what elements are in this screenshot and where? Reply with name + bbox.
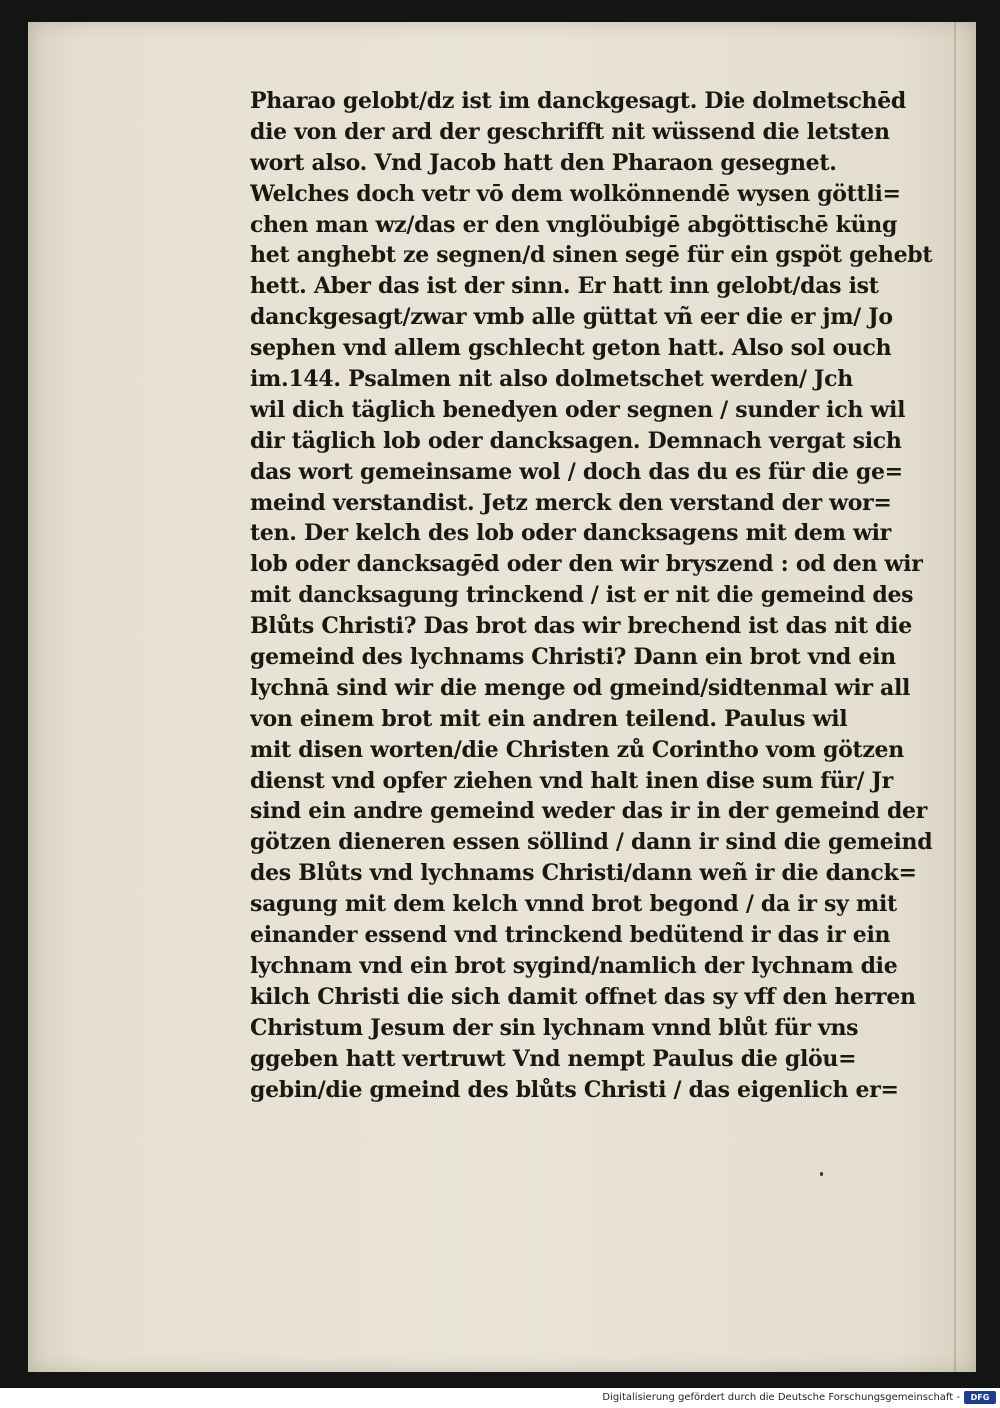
text-line-25: götzen dieneren essen söllind / dann ir sind die gemeind [250,829,933,856]
text-line-24: sind ein andre gemeind weder das ir in der gemeind der [250,798,928,825]
text-line-33: gebin/die gmeind des blůts Christi / das eigenlich er= [250,1076,899,1103]
text-line-23: dienst vnd opfer ziehen vnd halt inen dise sum für/ Jr [250,767,893,794]
text-line-16: lob oder dancksagēd oder den wir bryszend : od den wir [250,551,923,578]
text-line-15: ten. Der kelch des lob oder dancksagens mit dem wir [250,520,891,547]
ink-speck [820,1172,823,1176]
text-line-21: von einem brot mit ein andren teilend. Paulus wil [250,705,848,732]
text-line-28: einander essend vnd trinckend bedütend ir das ir ein [250,922,891,949]
text-line-5: chen man wz/das er den vnglöubigē abgöttischē küng [250,211,898,238]
text-line-8: danckgesagt/zwar vmb alle güttat vñ eer die er jm/ Jo [250,304,893,331]
text-line-7: hett. Aber das ist der sinn. Er hatt inn gelobt/das ist [250,273,879,300]
text-line-11: wil dich täglich benedyen oder segnen / sunder ich wil [250,396,906,423]
text-line-19: gemeind des lychnams Christi? Dann ein brot vnd ein [250,644,896,671]
dfg-logo: DFG [964,1391,996,1404]
book-page [28,22,976,1372]
text-line-31: Christum Jesum der sin lychnam vnnd blůt für vns [250,1014,859,1041]
text-line-22: mit disen worten/die Christen zů Corintho vom götzen [250,736,904,763]
text-line-32: ggeben hatt vertruwt Vnd nempt Paulus die glöu= [250,1045,857,1072]
text-line-2: die von der ard der geschrifft nit wüssend die letsten [250,118,890,145]
text-line-3: wort also. Vnd Jacob hatt den Pharaon gesegnet. [250,149,837,176]
text-line-17: mit dancksagung trinckend / ist er nit die gemeind des [250,582,914,609]
text-line-12: dir täglich lob oder dancksagen. Demnach vergat sich [250,427,902,454]
dfg-credit-text: Digitalisierung gefördert durch die Deutsche Forschungsgemeinschaft - [602,1392,960,1403]
text-line-18: Blůts Christi? Das brot das wir brechend ist das nit die [250,613,912,640]
text-line-9: sephen vnd allem gschlecht geton hatt. Also sol ouch [250,335,892,362]
text-line-1: Pharao gelobt/dz ist im danckgesagt. Die dolmetschēd [250,88,907,114]
text-line-10: im.144. Psalmen nit also dolmetschet werden/ Jch [250,366,853,393]
text-line-29: lychnam vnd ein brot sygind/namlich der lychnam die [250,952,898,979]
text-line-6: het anghebt ze segnen/d sinen segē für ein gspöt gehebt [250,242,933,269]
blackletter-text-block [250,86,950,1105]
digitization-footer [0,1388,1000,1408]
text-line-26: des Blůts vnd lychnams Christi/dann weñ ir die danck= [250,860,917,887]
text-line-30: kilch Christi die sich damit offnet das sy vff den herren [250,983,916,1010]
text-line-4: Welches doch vetr vō dem wolkönnendē wysen göttli= [250,180,901,207]
text-line-27: sagung mit dem kelch vnnd brot begond / da ir sy mit [250,891,897,918]
text-line-14: meind verstandist. Jetz merck den verstand der wor= [250,489,892,516]
text-line-13: das wort gemeinsame wol / doch das du es für die ge= [250,458,903,485]
text-line-20: lychnā sind wir die menge od gmeind/sidtenmal wir all [250,674,911,701]
